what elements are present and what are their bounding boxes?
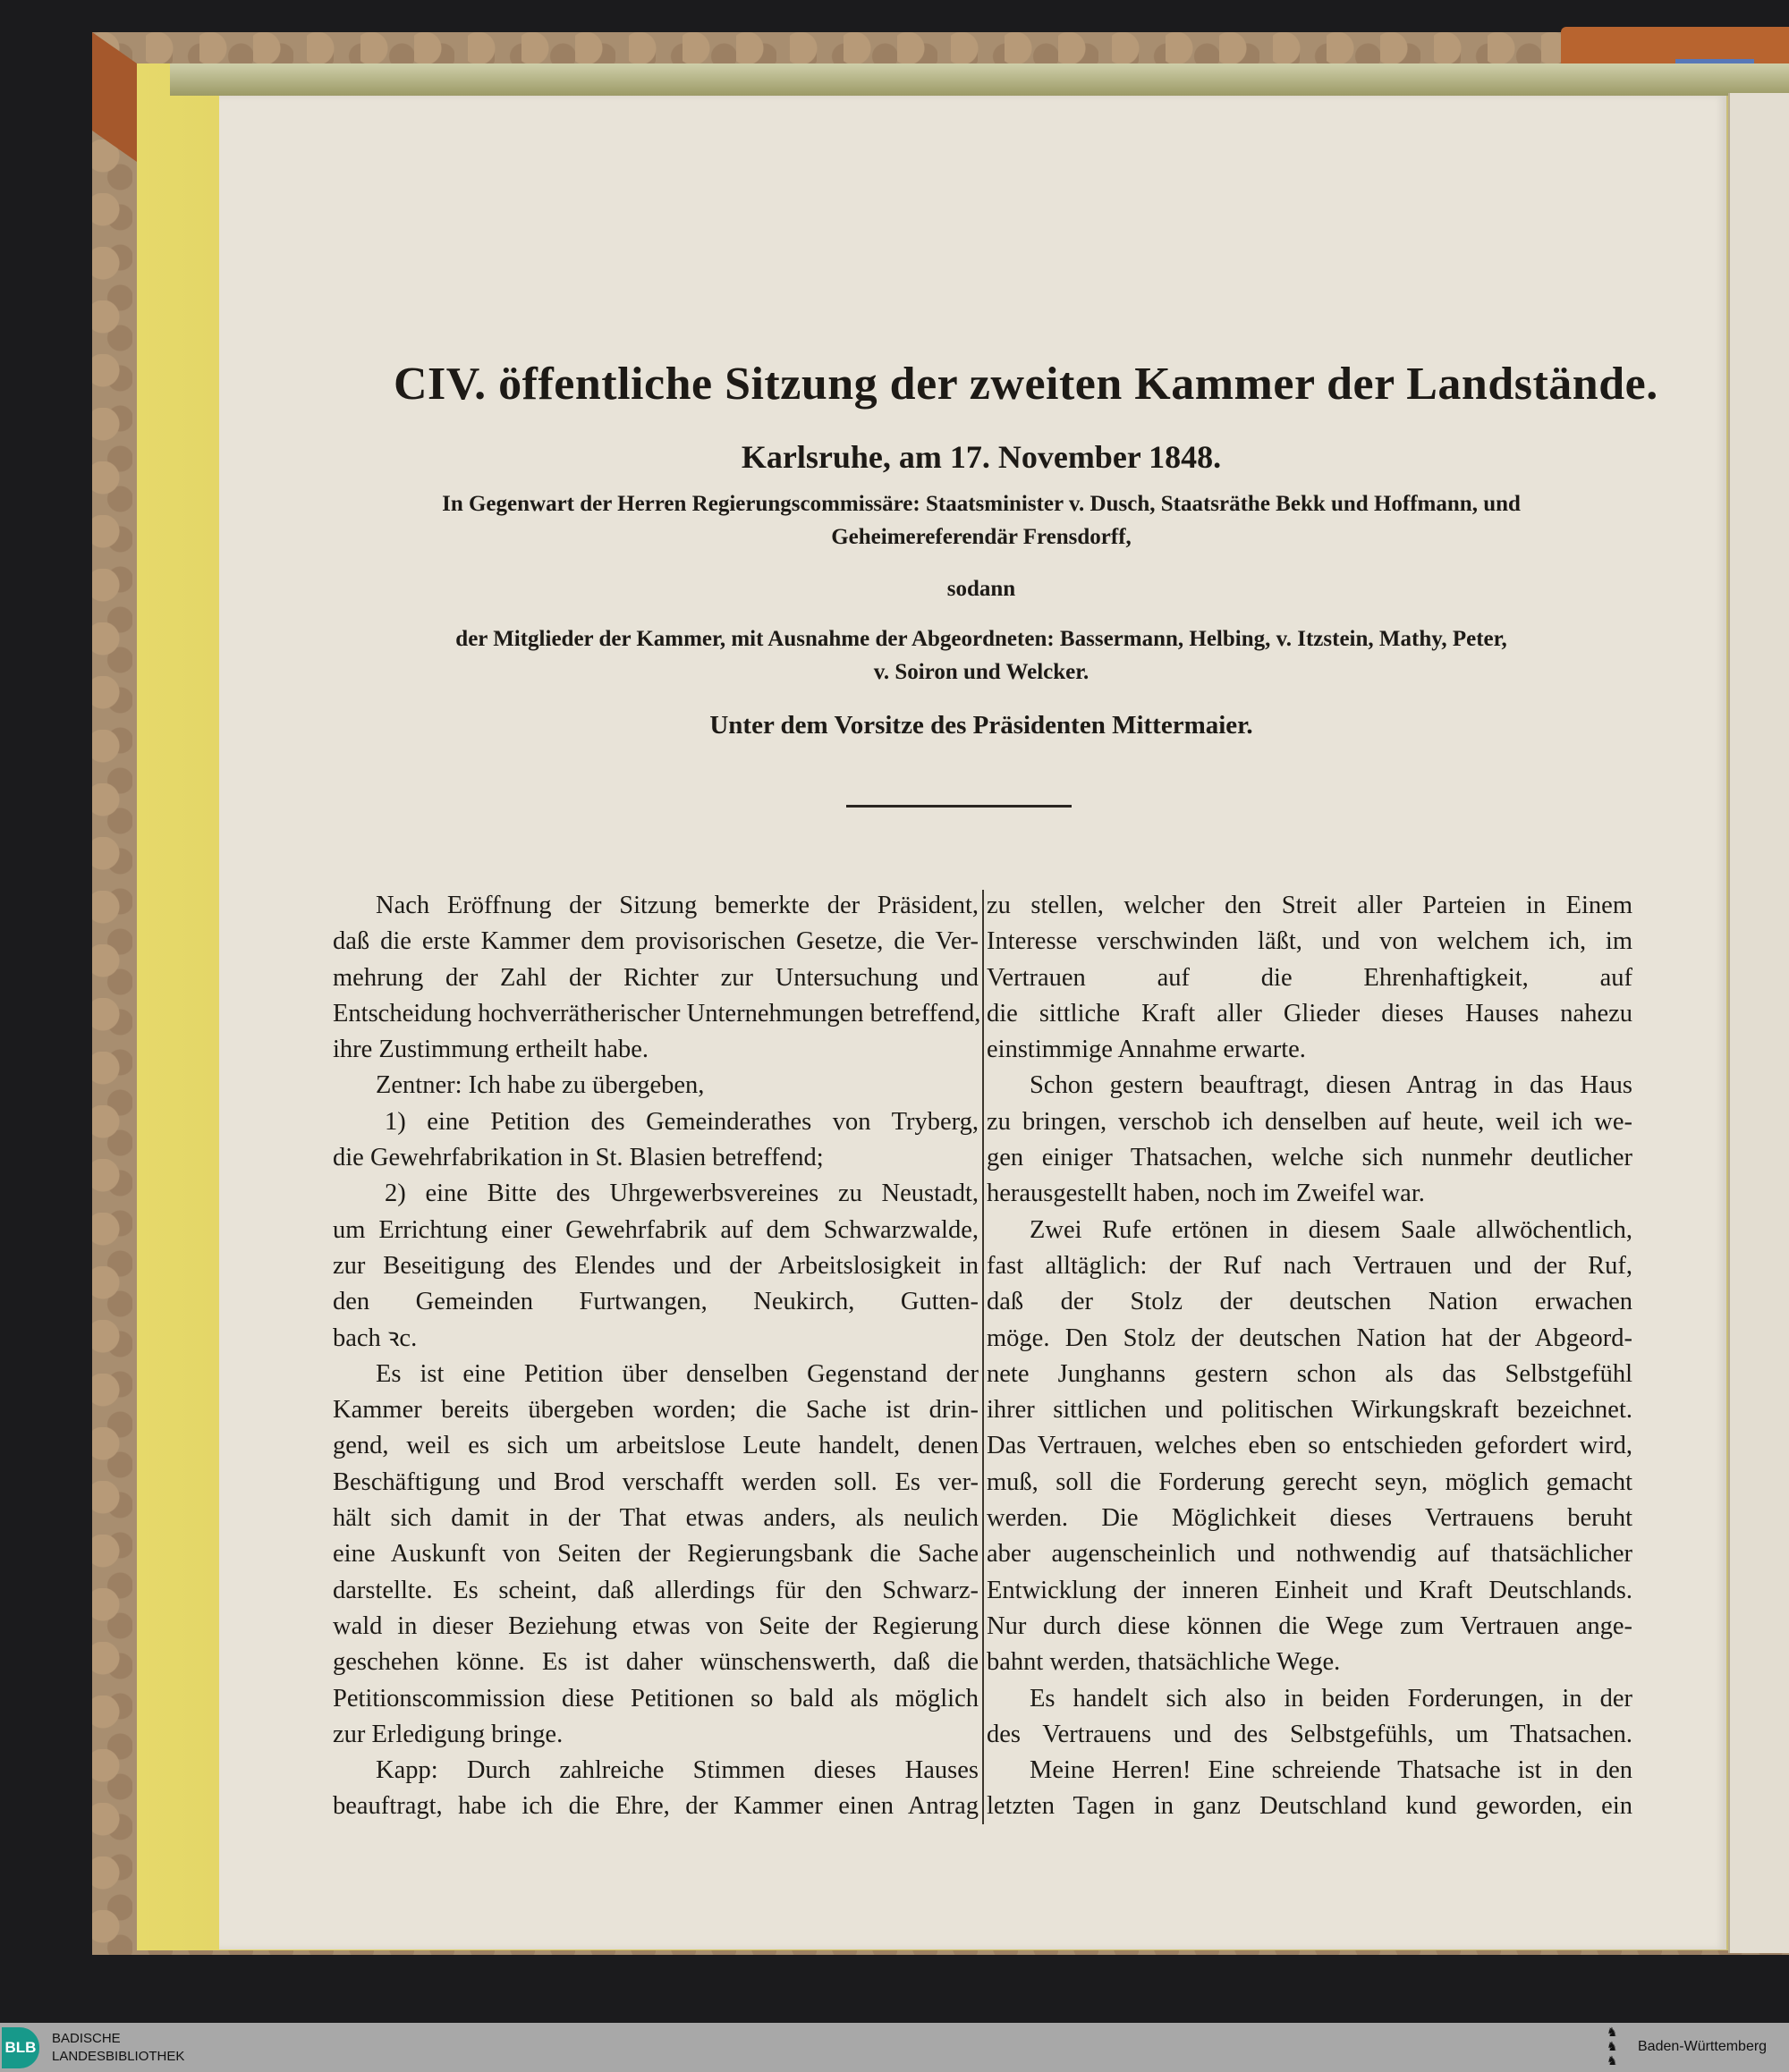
text-line: daß die erste Kammer dem provisorischen Gesetze, die Ver- xyxy=(333,927,979,956)
text-line: Es ist eine Petition über denselben Gegenstand der xyxy=(376,1359,979,1388)
text-line: zur Beseitigung des Elendes und der Arbeitslosigkeit in xyxy=(333,1251,979,1280)
blb-logo[interactable]: BLB xyxy=(2,2027,39,2068)
text-line: fast alltäglich: der Ruf nach Vertrauen und der Ruf, xyxy=(987,1251,1632,1280)
text-line: nete Junghanns gestern schon als das Selbstgefühl xyxy=(987,1359,1632,1388)
presence-line-2: Geheimereferendär Frensdorff, xyxy=(831,525,1132,549)
text-line: zur Erledigung bringe. xyxy=(333,1720,564,1748)
text-line: Zentner: Ich habe zu übergeben, xyxy=(376,1071,705,1100)
text-line: Nach Eröffnung der Sitzung bemerkte der Präsident, xyxy=(376,892,979,919)
text-line: um Errichtung einer Gewehrfabrik auf dem Schwarzwalde, xyxy=(333,1215,979,1244)
text-line: aber augenscheinlich und nothwendig auf thatsächlicher xyxy=(987,1540,1632,1569)
chair-line: Unter dem Vorsitze des Präsidenten Mittermaier. xyxy=(709,711,1253,740)
text-line: zu bringen, verschob ich denselben auf heute, weil ich we- xyxy=(987,1107,1632,1136)
presence-line-1: In Gegenwart der Herren Regierungscommissäre: Staatsminister v. Dusch, Staatsräthe Bekk und Hoffmann, und xyxy=(442,492,1521,516)
right-text-column xyxy=(987,888,1632,1825)
text-line: bahnt werden, thatsächliche Wege. xyxy=(987,1648,1341,1677)
text-line: wald in dieser Beziehung etwas von Seite der Regierung xyxy=(333,1611,979,1640)
text-line: daß der Stolz der deutschen Nation erwachen xyxy=(987,1288,1632,1316)
text-line: Interesse verschwinden läßt, und von welchem ich, im xyxy=(987,927,1632,956)
text-line: möge. Den Stolz der deutschen Nation hat der Abgeord- xyxy=(987,1324,1632,1352)
text-line: darstellte. Es scheint, daß allerdings für den Schwarz- xyxy=(333,1576,979,1604)
text-line: Schon gestern beauftragt, diesen Antrag in das Haus xyxy=(1030,1071,1632,1100)
library-name-line-2: LANDESBIBLIOTHEK xyxy=(52,2049,185,2064)
session-title: CIV. öffentliche Sitzung der zweiten Kammer der Landstände. xyxy=(394,359,1658,410)
place-date: Karlsruhe, am 17. November 1848. xyxy=(741,439,1222,475)
text-line: mehrung der Zahl der Richter zur Untersuchung und xyxy=(333,963,979,992)
text-line: Nur durch diese können die Wege zum Vertrauen ange- xyxy=(987,1611,1632,1640)
text-line: gend, weil es sich um arbeitslose Leute handelt, denen xyxy=(333,1432,979,1460)
text-line: letzten Tagen in ganz Deutschland kund geworden, ein xyxy=(987,1792,1632,1821)
text-line: hält sich damit in der That etwas anders, als neulich xyxy=(333,1504,979,1533)
text-line: 2) eine Bitte des Uhrgewerbsvereines zu Neustadt, xyxy=(385,1180,979,1208)
text-line: beauftragt, habe ich die Ehre, der Kammer einen Antrag xyxy=(333,1792,979,1821)
text-line: Es handelt sich also in beiden Forderungen, in der xyxy=(1030,1684,1632,1713)
text-line: Entwicklung der inneren Einheit und Kraft Deutschlands. xyxy=(987,1576,1632,1604)
facing-page-edge xyxy=(1728,93,1789,1953)
left-text-column xyxy=(333,888,979,1825)
text-line: gen einiger Thatsachen, welche sich nunmehr deutlicher xyxy=(987,1144,1632,1172)
library-name-line-1: BADISCHE xyxy=(52,2031,121,2046)
text-line: muß, soll die Forderung gerecht seyn, möglich gemacht xyxy=(987,1467,1632,1496)
text-line: die Gewehrfabrikation in St. Blasien betreffend; xyxy=(333,1144,824,1172)
text-line: Entscheidung hochverrätherischer Unternehmungen betreffend, xyxy=(333,999,981,1028)
footer-bar xyxy=(0,2023,1789,2072)
text-line: Vertrauen auf die Ehrenhaftigkeit, auf xyxy=(987,963,1632,992)
text-line: eine Auskunft von Seiten der Regierungsbank die Sache xyxy=(333,1540,979,1569)
members-line-2: v. Soiron und Welcker. xyxy=(873,660,1090,684)
text-line: 1) eine Petition des Gemeinderathes von Tryberg, xyxy=(385,1107,979,1136)
text-line: Kapp: Durch zahlreiche Stimmen dieses Hauses xyxy=(376,1756,979,1785)
text-line: Zwei Rufe ertönen in diesem Saale allwöchentlich, xyxy=(1030,1215,1632,1244)
library-name xyxy=(52,2030,184,2066)
text-line: Beschäftigung und Brod verschafft werden soll. Es ver- xyxy=(333,1467,979,1496)
text-line: zu stellen, welcher den Streit aller Parteien in Einem xyxy=(987,892,1632,919)
text-line: die sittliche Kraft aller Glieder dieses Hauses nahezu xyxy=(987,999,1632,1028)
state-name[interactable]: Baden-Württemberg xyxy=(1638,2039,1768,2054)
text-line: Kammer bereits übergeben worden; die Sache ist drin- xyxy=(333,1396,979,1425)
text-line: Petitionscommission diese Petitionen so bald als möglich xyxy=(333,1684,979,1713)
page-block-top-edge xyxy=(170,63,1789,96)
sodann-label: sodann xyxy=(946,577,1016,601)
text-line: Das Vertrauen, welches eben so entschieden gefordert wird, xyxy=(987,1432,1632,1460)
text-line: ihre Zustimmung ertheilt habe. xyxy=(333,1036,649,1064)
text-line: des Vertrauens und des Selbstgefühls, um Thatsachen. xyxy=(987,1720,1632,1748)
column-divider xyxy=(982,890,984,1824)
text-line: werden. Die Möglichkeit dieses Vertrauens beruht xyxy=(987,1504,1632,1533)
members-line-1: der Mitglieder der Kammer, mit Ausnahme der Abgeordneten: Bassermann, Helbing, v. Itzstein, Mathy, Peter, xyxy=(455,627,1507,651)
baden-wuerttemberg-lion-icon: ♞ ♞ ♞ xyxy=(1607,2026,1618,2068)
text-line: den Gemeinden Furtwangen, Neukirch, Gutten- xyxy=(333,1288,979,1316)
text-line: ihrer sittlichen und politischen Wirkungskraft bezeichnet. xyxy=(987,1396,1632,1425)
section-rule xyxy=(846,805,1072,808)
text-line: einstimmige Annahme erwarte. xyxy=(987,1036,1306,1064)
text-line: geschehen könne. Es ist daher wünschenswerth, daß die xyxy=(333,1648,979,1677)
text-line: Meine Herren! Eine schreiende Thatsache ist in den xyxy=(1030,1756,1632,1785)
text-line: herausgestellt haben, noch im Zweifel war. xyxy=(987,1180,1425,1208)
text-line: bach ꝛc. xyxy=(333,1324,418,1352)
